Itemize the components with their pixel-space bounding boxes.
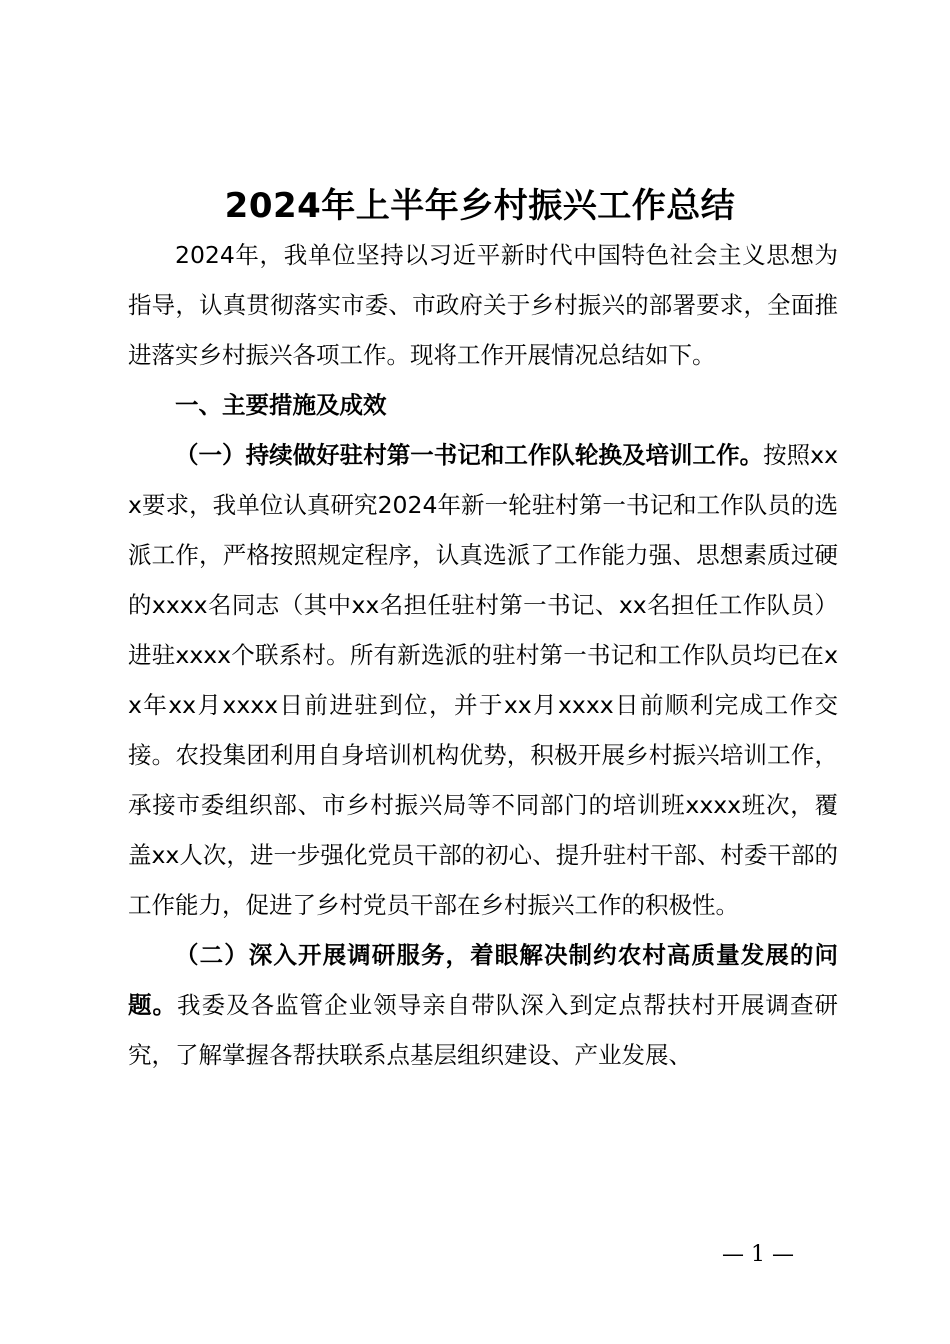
item2-body: 我委及各监管企业领导亲自带队深入到定点帮扶村开展调查研究，了解掌握各帮扶联系点基层组织建设、产业发展、 <box>128 991 839 1069</box>
document-title: 2024年上半年乡村振兴工作总结 <box>224 186 736 226</box>
item2-heading: （二）深入开展调研服务，着眼解决制约农村高质量发展的问题。 <box>128 941 838 1019</box>
item1-heading: （一）持续做好驻村第一书记和工作队轮换及培训工作。 <box>175 441 764 469</box>
item1-body: 按照xxx要求，我单位认真研究2024年新一轮驻村第一书记和工作队员的选派工作，严格按照规定程序，认真选派了工作能力强、思想素质过硬的xxxx名同志（其中xx名担任驻村第一书记、xx名担任工作队员）进驻xxxx个联系村。所有新选派的驻村第一书记和工作队员均已在xx年xx月xxxx日前进驻到位，并于xx月xxxx日前顺利完成工作交接。农投集团利用自身培训机构优势，积极开展乡村振兴培训工作，承接市委组织部、市乡村振兴局等不同部门的培训班xxxx班次，覆盖xx人次，进一步强化党员干部的初心、提升驻村干部、村委干部的工作能力，促进了乡村党员干部在乡村振兴工作的积极性。 <box>128 441 838 919</box>
section-heading-measures: 一、主要措施及成效 <box>175 391 387 419</box>
item1-paragraph <box>128 430 838 930</box>
page-number: — 1 — <box>722 1242 794 1267</box>
document-body <box>128 230 838 1080</box>
item2-paragraph <box>128 930 838 1080</box>
intro-paragraph: 2024年，我单位坚持以习近平新时代中国特色社会主义思想为指导，认真贯彻落实市委、市政府关于乡村振兴的部署要求，全面推进落实乡村振兴各项工作。现将工作开展情况总结如下。 <box>128 241 838 369</box>
